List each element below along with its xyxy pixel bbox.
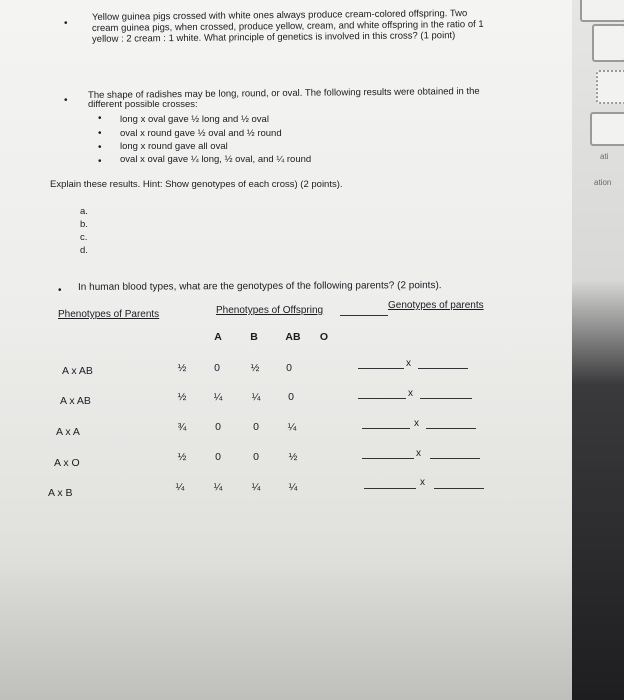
cross-bullet: • — [98, 156, 102, 167]
cross-mark: x — [416, 448, 421, 459]
row-value: 0 — [253, 451, 259, 463]
answer-b: b. — [80, 219, 88, 230]
row-value: 0 — [286, 362, 292, 374]
cross-bullet: • — [98, 128, 102, 139]
cross-mark: x — [414, 418, 419, 429]
row-value: ½ — [177, 362, 187, 374]
header-phenotypes-parents: Phenotypes of Parents — [58, 309, 160, 320]
header-genotypes-parents: Genotypes of parents — [388, 300, 484, 311]
cross-mark: x — [406, 358, 411, 369]
cross-mark: x — [420, 477, 425, 488]
genotype-blank[interactable] — [358, 398, 406, 399]
row-value: 0 — [253, 421, 259, 433]
row-value: ¼ — [251, 391, 261, 403]
header-underline — [340, 315, 388, 316]
genotype-blank[interactable] — [358, 368, 404, 369]
answer-c: c. — [80, 232, 88, 243]
row-value: ¼ — [213, 391, 223, 403]
genotype-blank[interactable] — [434, 488, 484, 489]
q2-line-1: The shape of radishes may be long, round, or oval. The following results were obtained in the — [87, 85, 480, 102]
cross-bullet: • — [98, 142, 102, 153]
row-value: 0 — [215, 451, 221, 463]
adjacent-box — [580, 0, 624, 22]
row-value: ¼ — [251, 481, 261, 493]
genotype-blank[interactable] — [420, 398, 472, 399]
adjacent-box — [596, 70, 624, 104]
col-header-a: A — [214, 331, 222, 343]
q1-line-1: Yellow guinea pigs crossed with white ones always produce cream-colored offspring. Two — [91, 8, 468, 23]
cross-mark: x — [408, 388, 413, 399]
row-parents: A x O — [54, 457, 80, 469]
col-header-b: B — [250, 331, 258, 343]
col-header-o: O — [319, 331, 329, 343]
row-value: 0 — [288, 391, 294, 403]
row-value: ¼ — [175, 481, 185, 493]
row-value: 0 — [215, 421, 221, 433]
row-value: ½ — [288, 451, 298, 463]
row-value: ¼ — [287, 421, 297, 433]
row-parents: A x AB — [60, 395, 91, 407]
cross-2: oval x round gave ½ oval and ½ round — [120, 128, 282, 139]
adjacent-box — [590, 112, 624, 146]
adjacent-box — [592, 24, 624, 62]
page-shadow — [0, 560, 572, 700]
row-parents: A x AB — [62, 365, 93, 377]
row-value: ½ — [250, 362, 260, 374]
row-value: ½ — [177, 451, 187, 463]
row-value: 0 — [214, 362, 220, 374]
cross-3: long x round gave all oval — [120, 141, 228, 152]
row-value: ½ — [177, 391, 187, 403]
bullet-q2: • — [64, 95, 68, 106]
q1-line-3: yellow : 2 cream : 1 white. What principle of genetics is involved in this cross? (1 point) — [91, 30, 456, 45]
bullet-q1: • — [64, 18, 68, 29]
cross-bullet: • — [98, 113, 102, 124]
q3-prompt: In human blood types, what are the genotypes of the following parents? (2 points). — [77, 280, 442, 293]
adjacent-page-edge — [572, 0, 624, 700]
answer-d: d. — [80, 245, 88, 256]
genotype-blank[interactable] — [362, 458, 414, 459]
q1-line-2: cream guinea pigs, when crossed, produce yellow, cream, and white offspring in the ratio of 1 — [91, 18, 484, 35]
genotype-blank[interactable] — [430, 458, 480, 459]
cross-4: oval x oval gave ¼ long, ½ oval, and ¼ round — [120, 154, 312, 165]
adjacent-text: ation — [594, 178, 612, 187]
row-value: ¼ — [213, 481, 223, 493]
genotype-blank[interactable] — [418, 368, 468, 369]
genotype-blank[interactable] — [426, 428, 476, 429]
header-phenotypes-offspring: Phenotypes of Offspring — [216, 305, 324, 316]
row-value: ¾ — [177, 421, 187, 433]
adjacent-text: ati — [600, 152, 609, 161]
row-parents: A x A — [56, 426, 80, 438]
genotype-blank[interactable] — [364, 488, 416, 489]
q2-line-2: different possible crosses: — [88, 99, 198, 110]
explain-prompt: Explain these results. Hint: Show genotypes of each cross) (2 points). — [50, 179, 343, 190]
row-parents: A x B — [48, 487, 73, 499]
col-header-ab: AB — [285, 331, 301, 343]
row-value: ¼ — [288, 481, 298, 493]
answer-a: a. — [80, 206, 88, 217]
bullet-q3: • — [58, 285, 62, 296]
genotype-blank[interactable] — [362, 428, 410, 429]
cross-1: long x oval gave ½ long and ½ oval — [120, 114, 269, 125]
